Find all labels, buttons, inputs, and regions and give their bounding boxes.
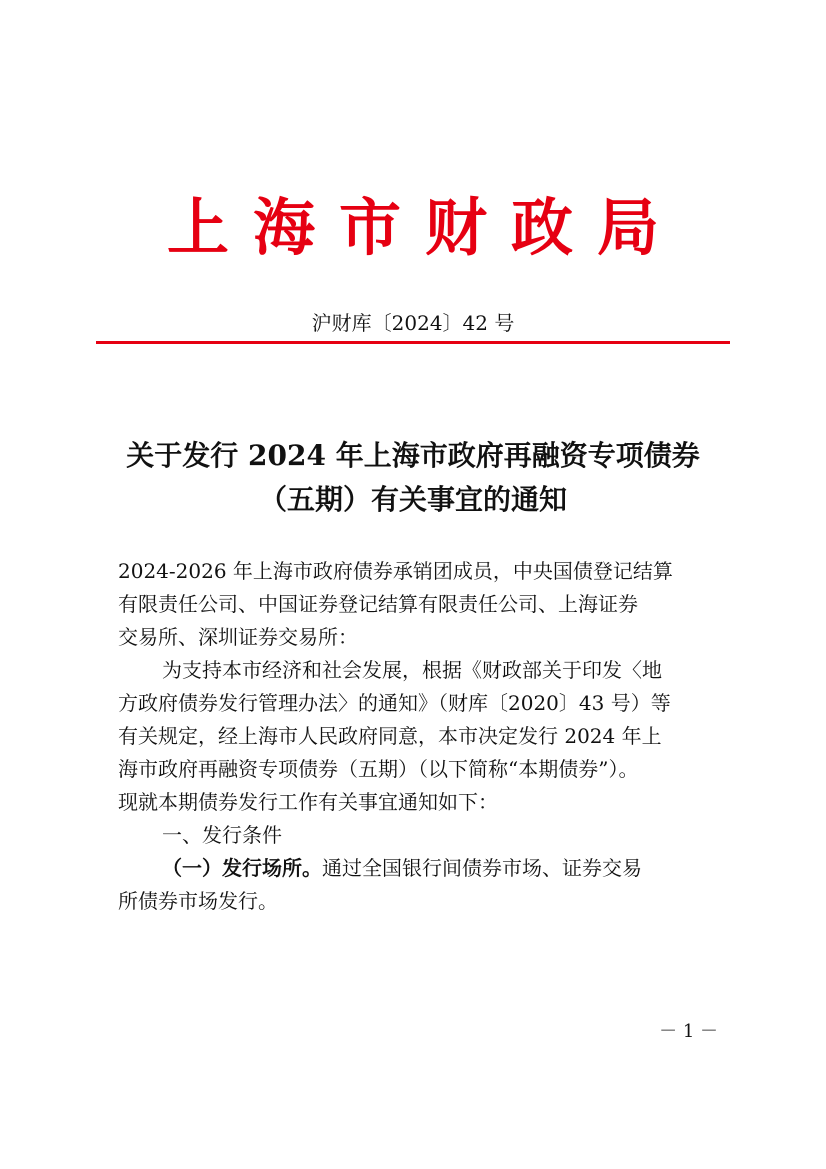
item-1-line-2: 所债券市场发行。 — [118, 889, 278, 913]
notice-title — [96, 434, 730, 522]
section-heading-1: 一、发行条件 — [162, 823, 282, 847]
paragraph-1-line-1: 为支持本市经济和社会发展，根据《财政部关于印发〈地 — [162, 658, 662, 682]
paragraph-1-line-4: 海市政府再融资专项债券（五期）（以下简称“本期债券”）。 — [118, 757, 639, 781]
document-body — [118, 555, 712, 918]
salutation-line-1: 2024-2026 年上海市政府债券承销团成员，中央国债登记结算 — [118, 559, 673, 583]
title-line-2: （五期）有关事宜的通知 — [258, 483, 567, 516]
item-1-text: 通过全国银行间债券市场、证券交易 — [322, 856, 642, 880]
salutation-line-2: 有限责任公司、中国证券登记结算有限责任公司、上海证券 — [118, 592, 638, 616]
paragraph-1-line-3: 有关规定，经上海市人民政府同意，本市决定发行 2024 年上 — [118, 724, 662, 748]
red-divider-line — [96, 341, 730, 344]
item-1-label: （一）发行场所。 — [162, 856, 322, 880]
paragraph-1-line-5: 现就本期债券发行工作有关事宜通知如下： — [118, 790, 498, 814]
title-line-1: 关于发行 2024 年上海市政府再融资专项债券 — [126, 439, 700, 472]
item-1-line-1 — [118, 852, 712, 885]
page-number: － 1 － — [659, 1021, 718, 1042]
paragraph-1-line-2: 方政府债券发行管理办法〉的通知》（财库〔2020〕43 号）等 — [118, 691, 671, 715]
salutation-line-3: 交易所、深圳证券交易所： — [118, 625, 358, 649]
document-number: 沪财库〔2024〕42 号 — [311, 311, 515, 335]
issuing-agency: 上海市财政局 — [166, 191, 683, 264]
